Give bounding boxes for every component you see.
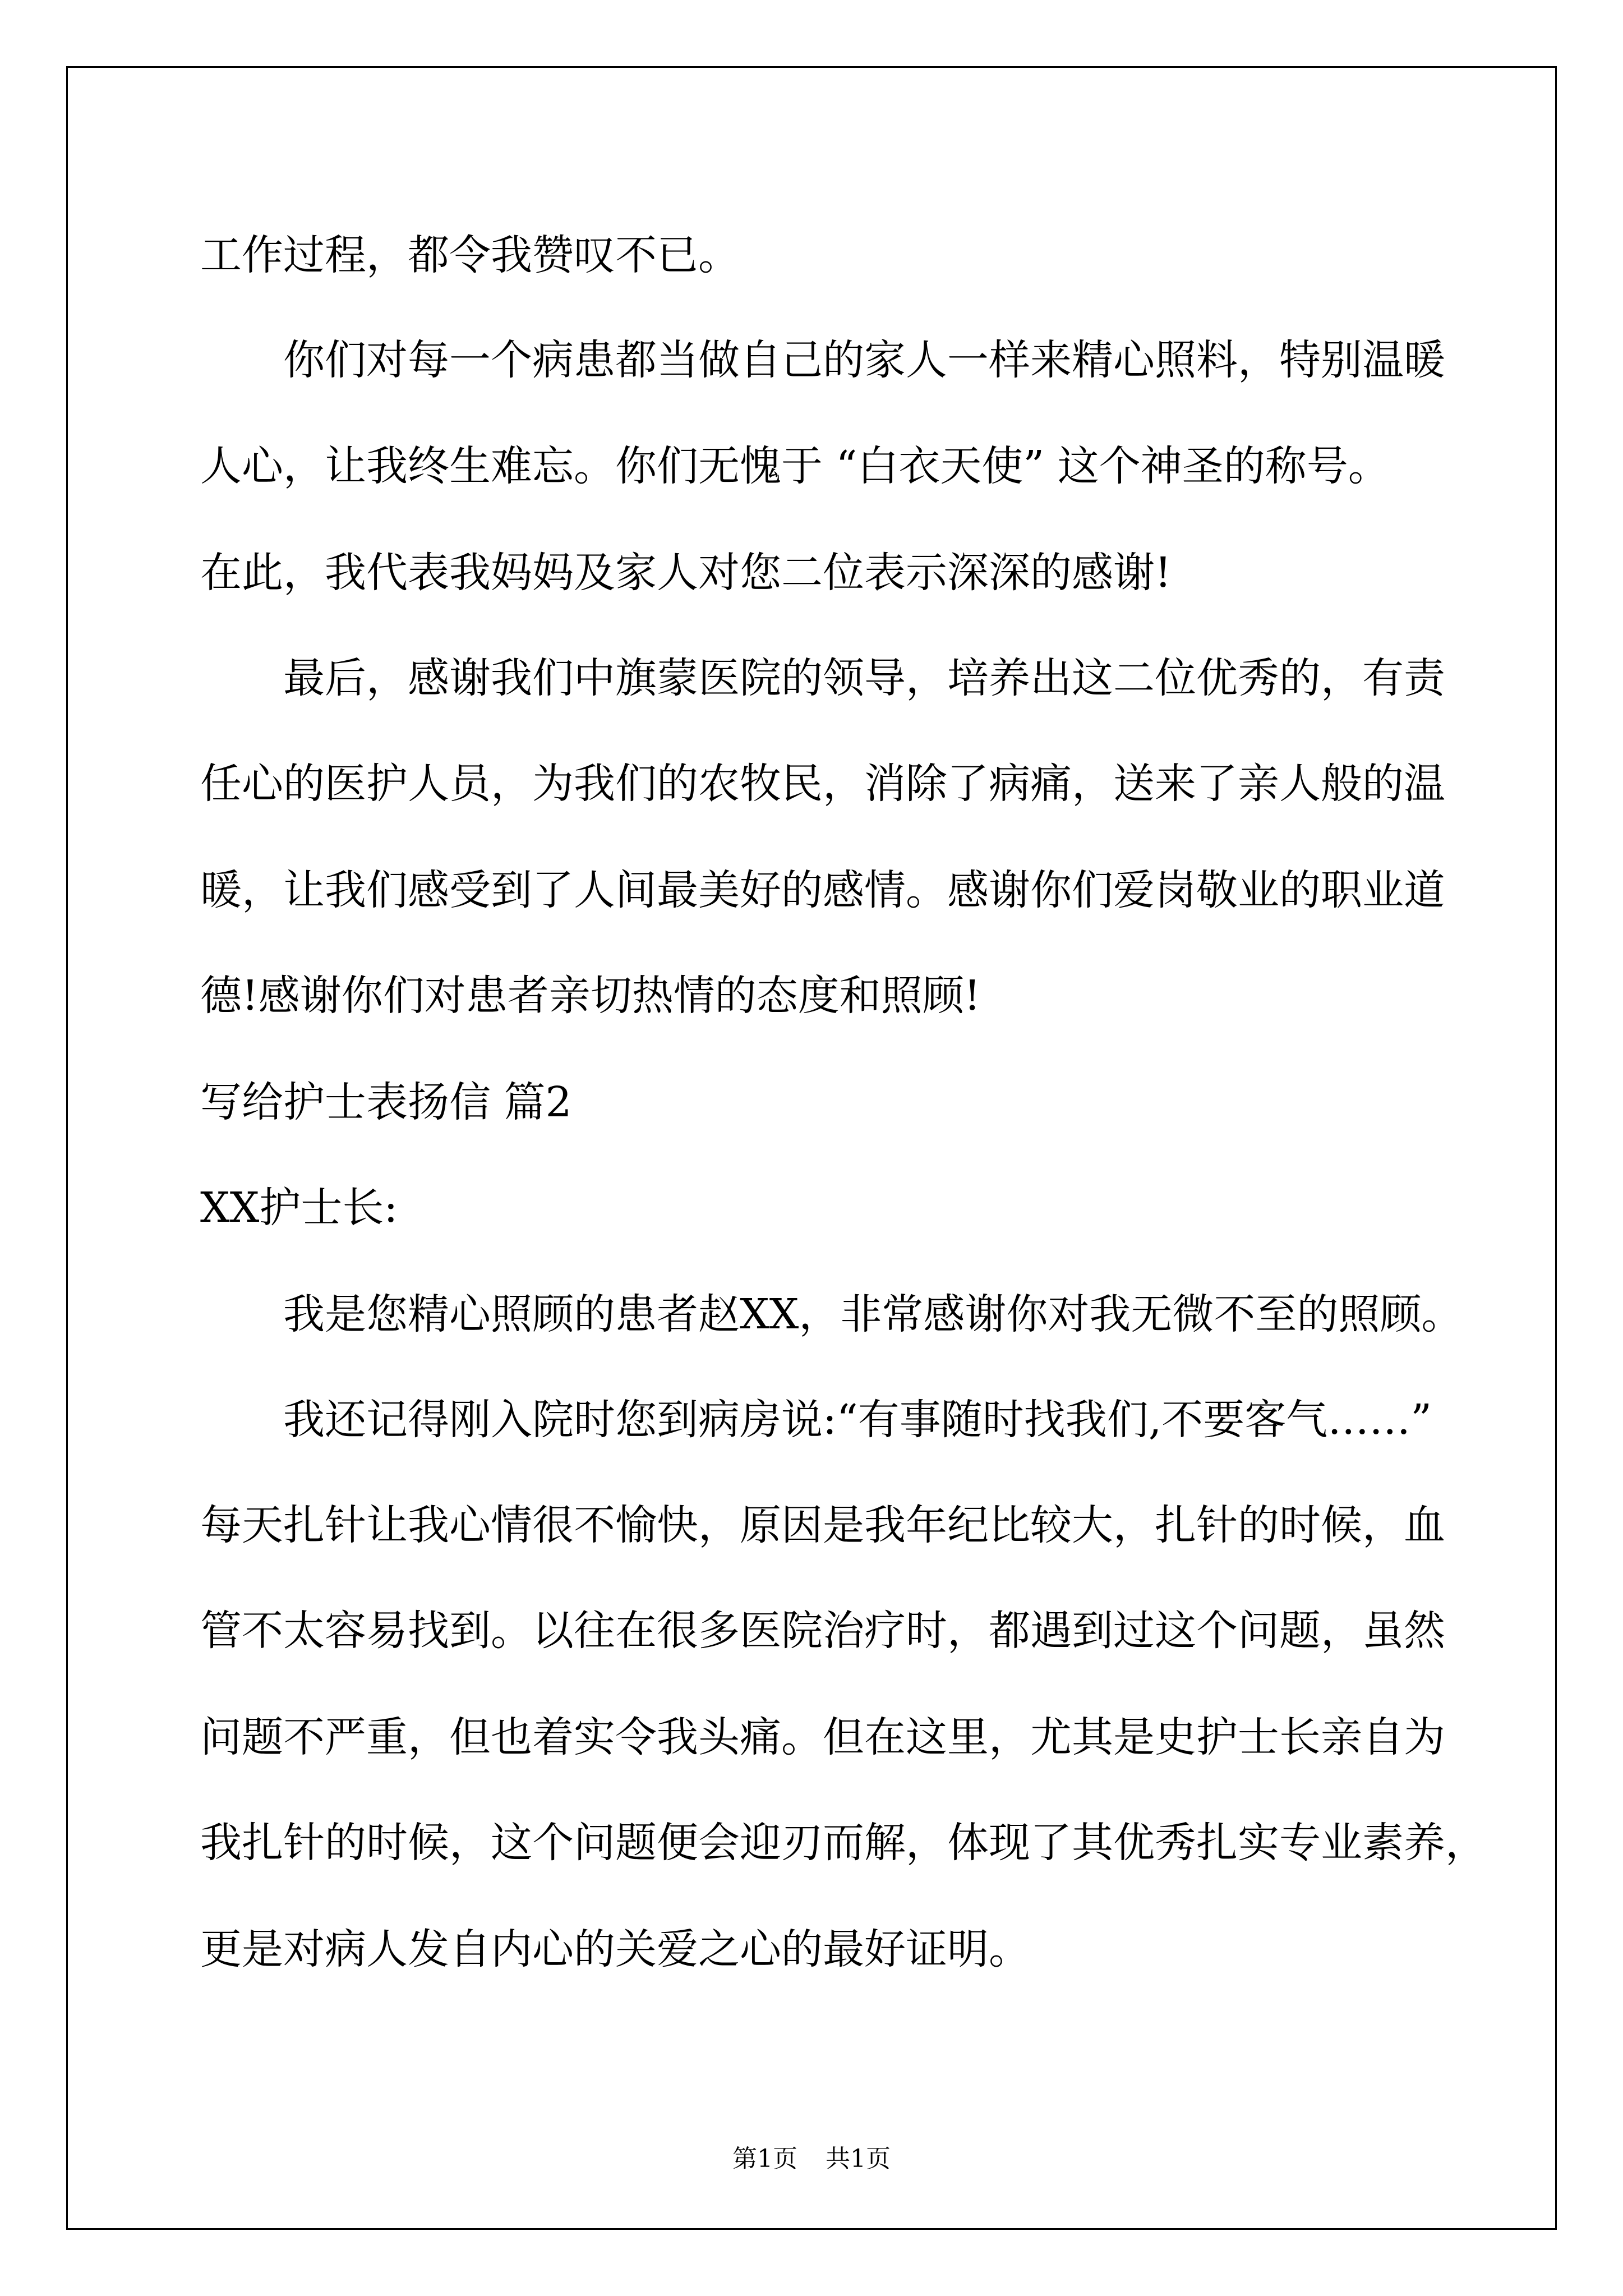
page-total: 共1页: [826, 2145, 891, 2173]
text-line-2: 你们对每一个病患都当做自己的家人一样来精心照料，特别温暖: [283, 336, 1445, 384]
text-line-8: 德!感谢你们对患者亲切热情的态度和照顾!: [200, 972, 981, 1020]
text-line-4: 在此，我代表我妈妈及家人对您二位表示深深的感谢!: [200, 549, 1172, 597]
text-line-6: 任心的医护人员，为我们的农牧民，消除了病痛，送来了亲人般的温: [200, 760, 1445, 808]
text-line-11: 我是您精心照顾的患者赵XX，非常感谢你对我无微不至的照顾。: [283, 1290, 1463, 1338]
text-line-15: 问题不严重，但也着实令我头痛。但在这里，尤其是史护士长亲自为: [200, 1713, 1445, 1761]
page-border: [66, 66, 1557, 2230]
text-line-17: 更是对病人发自内心的关爱之心的最好证明。: [200, 1925, 1030, 1973]
section-heading: 写给护士表扬信 篇2: [200, 1078, 572, 1126]
text-line-1: 工作过程，都令我赞叹不已。: [200, 231, 740, 279]
text-line-3: 人心，让我终生难忘。你们无愧于 “白衣天使” 这个神圣的称号。: [200, 442, 1390, 490]
salutation: XX护士长:: [200, 1184, 398, 1232]
page-footer: [0, 2147, 1623, 2171]
text-line-14: 管不太容易找到。以往在很多医院治疗时，都遇到过这个问题，虽然: [200, 1607, 1445, 1655]
page-number: 第1页: [732, 2145, 797, 2173]
text-line-16: 我扎针的时候，这个问题便会迎刃而解，体现了其优秀扎实专业素养，: [200, 1819, 1487, 1867]
text-line-5: 最后，感谢我们中旗蒙医院的领导，培养出这二位优秀的，有责: [283, 654, 1445, 702]
text-line-13: 每天扎针让我心情很不愉快，原因是我年纪比较大，扎针的时候，血: [200, 1501, 1445, 1549]
text-line-7: 暖，让我们感受到了人间最美好的感情。感谢你们爱岗敬业的职业道: [200, 866, 1445, 914]
text-line-12: 我还记得刚入院时您到病房说:“有事随时找我们,不要客气……”: [283, 1396, 1432, 1444]
